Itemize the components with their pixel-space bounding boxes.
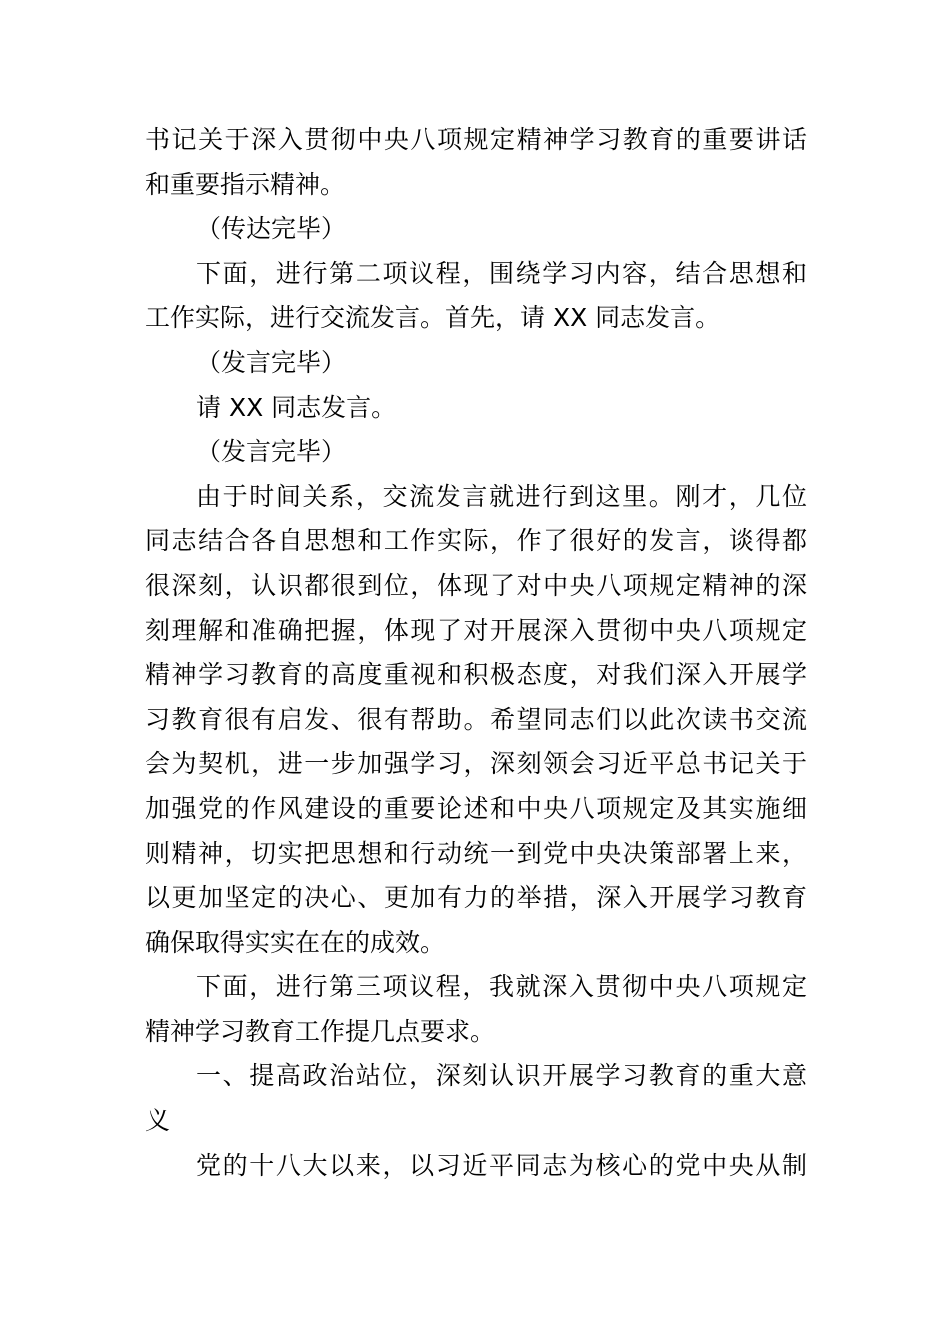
text-line: 同志结合各自思想和工作实际，作了很好的发言，谈得都 [145,526,807,556]
text-line: 由于时间关系，交流发言就进行到这里。刚才，几位 [196,481,807,511]
paragraph [145,1054,807,1143]
paragraph [145,965,807,1054]
text-line: 刻理解和准确把握，体现了对开展深入贯彻中央八项规定 [145,615,807,645]
text-line: 确保取得实实在在的成效。 [145,927,446,957]
paragraph [145,430,807,475]
text-line: 工作实际，进行交流发言。首先，请 XX 同志发言。 [145,303,721,333]
text-line: 则精神，切实把思想和行动统一到党中央决策部署上来， [145,838,807,868]
paragraph [145,1144,807,1189]
text-line: 一、提高政治站位，深刻认识开展学习教育的重大意 [196,1061,807,1091]
text-line: 下面，进行第二项议程，围绕学习内容，结合思想和 [196,258,807,288]
text-line: 精神学习教育工作提几点要求。 [145,1016,496,1046]
text-line: 加强党的作风建设的重要论述和中央八项规定及其实施细 [145,793,807,823]
paragraph [145,386,807,431]
text-line: 书记关于深入贯彻中央八项规定精神学习教育的重要讲话 [145,125,807,154]
text-line: 精神学习教育的高度重视和积极态度，对我们深入开展学 [145,660,807,690]
paragraph [145,475,807,966]
document-body [145,118,807,1188]
text-line: 习教育很有启发、很有帮助。希望同志们以此次读书交流 [145,704,807,734]
paragraph [145,118,807,207]
text-line: （发言完毕） [196,437,347,467]
text-line: 以更加坚定的决心、更加有力的举措，深入开展学习教育 [145,883,807,913]
text-line: 很深刻，认识都很到位，体现了对中央八项规定精神的深 [145,570,807,600]
text-line: 会为契机，进一步加强学习，深刻领会习近平总书记关于 [145,749,807,779]
paragraph [145,207,807,252]
text-line: 和重要指示精神。 [145,169,346,199]
paragraph [145,341,807,386]
text-line: 下面，进行第三项议程，我就深入贯彻中央八项规定 [196,972,807,1002]
text-line: （传达完毕） [196,214,347,244]
text-line: （发言完毕） [196,347,347,377]
paragraph [145,252,807,341]
text-line: 请 XX 同志发言。 [196,392,397,422]
text-line: 党的十八大以来，以习近平同志为核心的党中央从制 [196,1150,807,1180]
text-line: 义 [145,1106,171,1136]
